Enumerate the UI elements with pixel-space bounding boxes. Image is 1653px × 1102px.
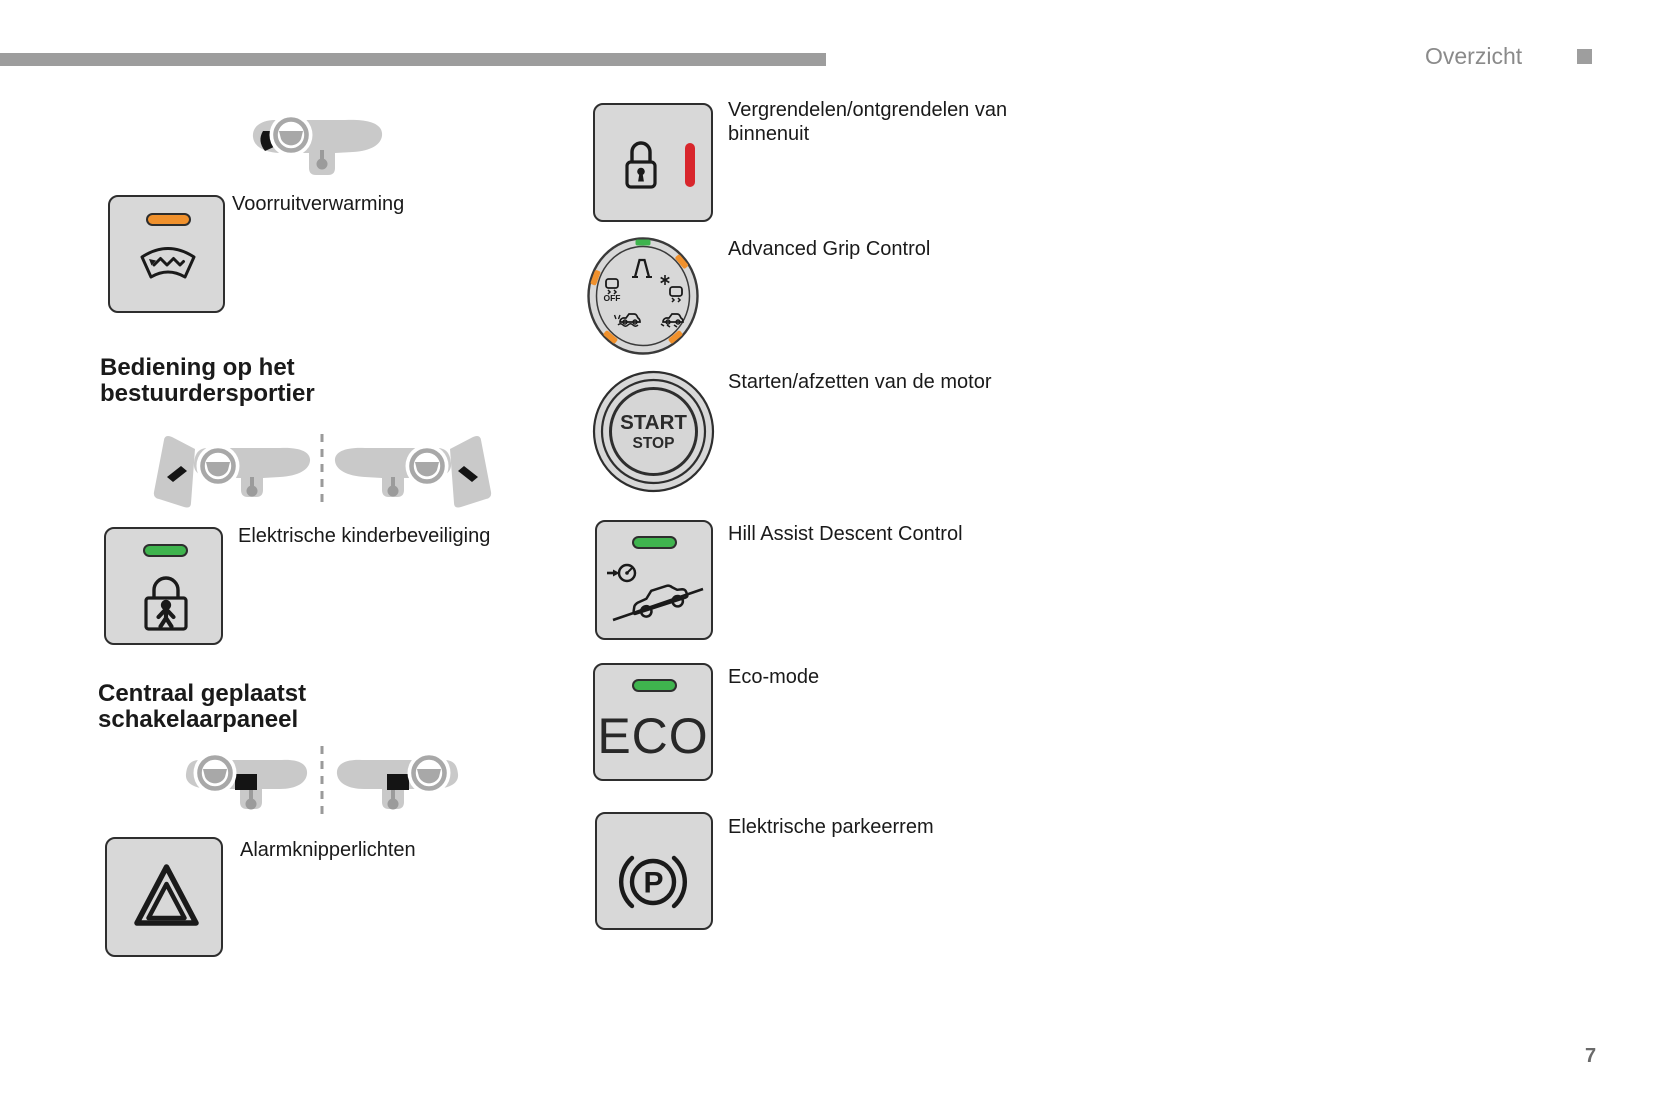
car-silhouette	[629, 581, 690, 620]
child-lock-button-illustration	[104, 527, 223, 645]
start-stop-button-icon	[591, 369, 716, 494]
central-pictogram-half-mirrored	[337, 752, 458, 810]
stop-text: STOP	[632, 435, 675, 452]
dial-tick-standard	[636, 240, 651, 246]
steering-wheel-icon	[194, 752, 237, 795]
child-lock-label: Elektrische kinderbeveiliging	[238, 525, 491, 547]
parking-brake-label: Elektrische parkeerrem	[728, 816, 934, 838]
header-rule	[0, 53, 826, 66]
engine-start-label: Starten/afzetten van de motor	[728, 371, 992, 393]
dashboard-location-pictogram-driver-door	[150, 430, 495, 508]
hazard-lights-button-illustration	[105, 837, 223, 957]
section-marker-square	[1577, 49, 1592, 64]
interior-locking-label	[728, 98, 1007, 146]
start-text: START	[620, 411, 687, 434]
parking-brake-button-illustration	[595, 812, 713, 930]
grip-control-label: Advanced Grip Control	[728, 238, 931, 260]
door-pictogram-half-mirrored	[335, 436, 491, 508]
speed-gauge	[607, 565, 635, 581]
hill-assist-button-illustration	[595, 520, 713, 640]
heading-driver-door	[100, 355, 315, 407]
grip-control-dial-icon	[585, 235, 701, 357]
central-pictogram-half	[186, 752, 307, 810]
padlock-icon	[624, 138, 658, 190]
car-downhill-gauge-icon	[605, 560, 707, 634]
red-lock-indicator	[685, 143, 695, 187]
indicator-lamp-orange	[146, 213, 191, 226]
windscreen-heating-icon	[138, 244, 198, 282]
interior-locking-button-illustration	[593, 103, 713, 222]
windscreen-heating-label: Voorruitverwarming	[232, 193, 405, 215]
eco-button-text: ECO	[597, 708, 709, 764]
dashboard-location-pictogram-windscreen	[245, 112, 390, 180]
grip-dial-off-text: OFF	[603, 293, 621, 303]
heading-driver-door-line1: Bediening op het	[100, 354, 295, 381]
windscreen-heating-button-illustration	[108, 195, 225, 313]
steering-wheel-icon	[270, 114, 313, 157]
parking-brake-letter: P	[643, 866, 664, 900]
heading-central-panel-line1: Centraal geplaatst	[98, 680, 307, 707]
dashboard-location-pictogram-central-panel	[182, 744, 462, 816]
eco-mode-button-illustration	[593, 663, 713, 781]
steering-wheel-icon	[197, 445, 240, 488]
parking-brake-icon	[607, 840, 701, 920]
heading-central-panel	[98, 681, 306, 733]
interior-locking-label-line2: binnenuit	[728, 123, 810, 145]
hill-assist-label: Hill Assist Descent Control	[728, 523, 963, 545]
location-marker	[235, 774, 257, 790]
section-title: Overzicht	[1425, 43, 1523, 69]
indicator-lamp-green	[143, 544, 188, 557]
page-number: 7	[1585, 1045, 1597, 1067]
hazard-lights-label: Alarmknipperlichten	[240, 839, 416, 861]
warning-triangle-icon	[133, 863, 200, 931]
indicator-lamp-green	[632, 536, 677, 549]
door-pictogram-half	[154, 436, 310, 508]
interior-locking-label-line1: Vergrendelen/ontgrendelen van	[728, 99, 1008, 121]
heading-driver-door-line2: bestuurdersportier	[100, 380, 315, 407]
indicator-lamp-green	[632, 679, 677, 692]
eco-mode-label: Eco-mode	[728, 666, 820, 688]
child-lock-icon	[141, 571, 191, 633]
heading-central-panel-line2: schakelaarpaneel	[98, 706, 299, 733]
